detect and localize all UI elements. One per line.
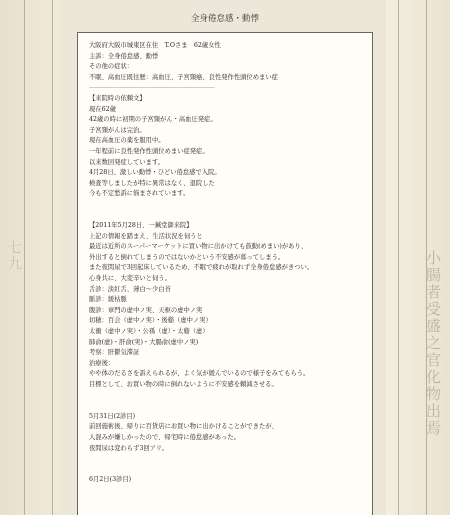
history-line: 現在62歳 bbox=[89, 105, 116, 113]
first-visit-line: 考察：肝鬱気滞証 bbox=[89, 349, 140, 357]
second-visit-line: 前回施術後、帰りに百貨店にお買い物に出かけることができたが、 bbox=[89, 423, 278, 431]
background-page-number: 七九 bbox=[6, 240, 22, 272]
page-title: 全身倦怠感・動悸 bbox=[190, 14, 259, 24]
background-rule-line bbox=[398, 0, 399, 515]
chief-complaint-line: 主訴：全身倦怠感、動悸 bbox=[89, 52, 159, 60]
first-visit-line: 肺俞(虚)・肝俞(実)・大腸俞(虚中ノ実) bbox=[89, 338, 199, 346]
patient-info-line: 大阪府大阪市城東区在住 T.Oさま 62歳女性 bbox=[89, 42, 221, 49]
history-line: 一年程前に良性発作性頭位めまい症発症。 bbox=[89, 147, 209, 155]
first-visit-line: また夜間尿で3回起床しているため、不眠で疲れが取れず全身倦怠感がきつい。 bbox=[89, 264, 314, 272]
medical-history-line: 不眠、高血圧既往歴：高血圧、子宮頸癌、良性発作性頭位めまい症 bbox=[89, 73, 278, 81]
section-heading-first-visit: 【2011年5月28日、一鍼堂御来院】 bbox=[89, 222, 193, 230]
first-visit-line: 太衝（虚中ノ実）・公孫（虚）・太谿（虚） bbox=[89, 328, 209, 336]
first-visit-line: 外出すると倒れてしまうのではないかという不安感が募ってしまう。 bbox=[89, 253, 285, 261]
section-heading-referral: 【来院時の依頼文】 bbox=[89, 94, 146, 102]
first-visit-line: 舌診：淡紅舌、薄白〜少白苔 bbox=[89, 285, 171, 293]
first-visit-line: 目標として、お買い物の時に倒れないように不安感を頼減させる。 bbox=[89, 381, 278, 388]
background-rule-line bbox=[52, 0, 53, 515]
section-heading-third-visit: 6月2日(3診目) bbox=[89, 476, 132, 484]
history-line: 検査等しましたが特に異常はなく、退院した bbox=[89, 179, 215, 187]
history-line: 以来数回発症しています。 bbox=[89, 158, 165, 166]
section-heading-second-visit: 5月31日(2診目) bbox=[89, 412, 136, 420]
first-visit-line: 心身共に、大変辛いと伺う。 bbox=[89, 275, 171, 283]
history-line: 4月28日、激しい動悸・ひどい倦怠感で入院。 bbox=[89, 169, 221, 177]
case-report-panel bbox=[77, 32, 373, 515]
first-visit-line: 脈診：緩枯脈 bbox=[89, 296, 127, 304]
first-visit-line: 上記の情報を踏まえ、生活状況を伺うと bbox=[89, 232, 203, 240]
first-visit-line: 切穂：百会（虚中ノ実）・後谿（虚中ノ実） bbox=[89, 317, 212, 325]
other-symptoms-label: その他の症状： bbox=[89, 63, 134, 71]
first-visit-line: 治療後： bbox=[89, 359, 115, 367]
second-visit-line: 人混みが嫌しかったので、帰宅時に倦怠感があった。 bbox=[89, 433, 240, 441]
second-visit-line: 夜間尿は変わらず3回アリ。 bbox=[89, 444, 169, 452]
first-visit-line: やや体のだるさを訴えられるが、よく気が緩んでいるので様子をみてもらう。 bbox=[89, 370, 310, 378]
history-line: 42歳の時に初期の子宮頸がん・高血圧発症。 bbox=[89, 116, 217, 124]
history-line: 現在高血圧の薬を服用中。 bbox=[89, 137, 165, 145]
background-rule-line bbox=[24, 0, 25, 515]
section-divider: ---------------------------------------------------------------------------------- bbox=[89, 84, 215, 92]
history-line: 子宮頸がんは完治。 bbox=[89, 126, 146, 134]
background-classical-text: 小腸者受盛之官化物出焉 bbox=[424, 250, 442, 437]
first-visit-line: 腹診：章門の虚中ノ実、天枢の虚中ノ実 bbox=[89, 306, 203, 314]
history-line: 今も不定愁訴に悩まされています。 bbox=[89, 190, 190, 198]
first-visit-line: 最近は近所のスーパーマーケットに買い物に出かけても鼓動(めまい)があり、 bbox=[89, 243, 308, 251]
